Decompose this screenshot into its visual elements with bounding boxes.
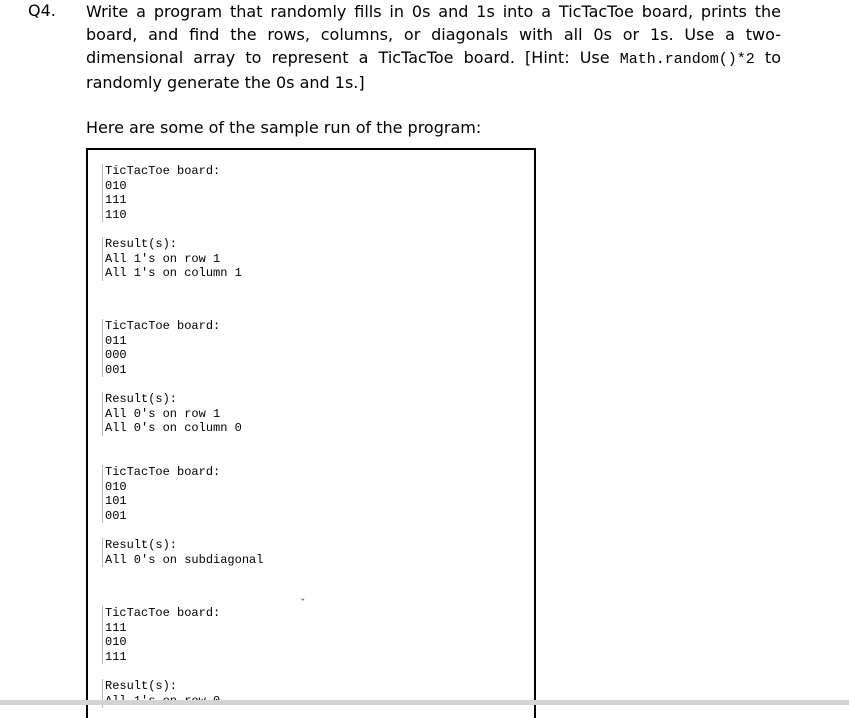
board-row: 111 [102,193,242,208]
question-text-part2: to randomly generate the 0s and 1s.] [86,48,781,92]
result-label: Result(s): [102,538,263,553]
board-header: TicTacToe board: [102,319,242,334]
result-line: All 0's on subdiagonal [102,553,263,568]
sample-run-4 [102,606,220,708]
board-row: 111 [102,621,220,636]
sample-run-2 [102,319,242,436]
board-row: 111 [102,650,220,665]
sample-output-box [86,148,536,718]
question-text [86,0,781,94]
board-row: 010 [102,179,242,194]
board-row: 011 [102,334,242,349]
board-header: TicTacToe board: [102,465,263,480]
result-line: All 1's on row 1 [102,252,242,267]
result-line: All 0's on column 0 [102,421,242,436]
sample-run-intro: Here are some of the sample run of the program: [86,118,482,137]
question-text-part1: Write a program that randomly fills in 0s and 1s into a TicTacToe board, prints the board, and find the rows, columns, or diagonals with all 0s or 1s. Use a two-dimensional array to represent a TicTacToe board. [Hint: Use [86,2,781,67]
result-label: Result(s): [102,679,220,694]
board-row: 000 [102,348,242,363]
board-header: TicTacToe board: [102,164,242,179]
board-row: 110 [102,208,242,223]
result-label: Result(s): [102,237,242,252]
result-line: All 0's on row 1 [102,407,242,422]
board-row: 010 [102,635,220,650]
hint-code: Math.random()*2 [619,51,755,68]
board-header: TicTacToe board: [102,606,220,621]
result-line: All 1's on column 1 [102,266,242,281]
bottom-scroll-bar [0,700,849,705]
sample-run-1 [102,164,242,281]
board-row: 001 [102,509,263,524]
board-row: 001 [102,363,242,378]
board-row: 010 [102,480,263,495]
stray-mark: ˇ [300,597,306,610]
result-label: Result(s): [102,392,242,407]
question-number: Q4. [28,1,56,20]
board-row: 101 [102,494,263,509]
sample-run-3 [102,465,263,567]
